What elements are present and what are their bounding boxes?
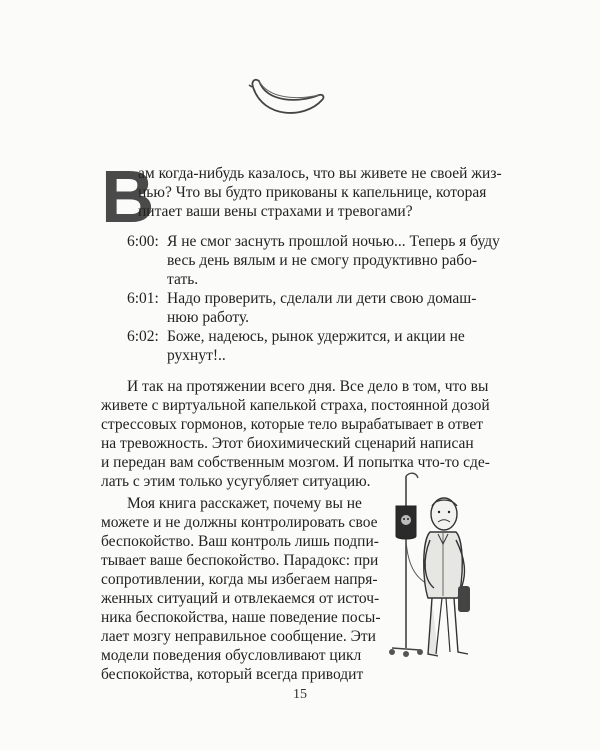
paragraph-line: беспокойство. Ваш контроль лишь подпи- (101, 533, 379, 550)
paragraph-line: беспокойства, который всегда приводит (101, 666, 364, 683)
paragraph-line: сопротивлении, когда мы избегаем напря- (101, 571, 378, 588)
paragraph-line: стрессовых гормонов, которые тело вырабатывает в ответ (101, 416, 484, 433)
timeline-text: Я не смог заснуть прошлой ночью... Теперь я буду (167, 233, 500, 250)
drop-cap: В (101, 155, 155, 238)
paragraph-line: Моя книга расскажет, почему вы не (127, 495, 362, 512)
timeline-text: нюю работу. (167, 309, 250, 326)
intro-line: питает ваши вены страхами и тревогами? (138, 203, 413, 220)
timeline-time: 6:01: (127, 290, 159, 307)
paragraph-line: лать с этим только усугубляет ситуацию. (101, 473, 371, 490)
timeline-text: рухнут!.. (167, 347, 226, 364)
paragraph-line: И так на протяжении всего дня. Все дело в том, что вы (127, 378, 489, 395)
timeline-text: тать. (167, 271, 199, 288)
paragraph-line: живете с виртуальной капелькой страха, постоянной дозой (101, 397, 490, 414)
man-with-iv-drip-illustration (378, 470, 488, 670)
page-number: 15 (293, 687, 307, 702)
timeline-time: 6:00: (127, 233, 159, 250)
timeline-text: Надо проверить, сделали ли дети свою домаш- (167, 290, 477, 307)
timeline-time: 6:02: (127, 328, 159, 345)
paragraph-line: ника беспокойства, наше поведение посы- (101, 609, 381, 626)
timeline-text: весь день вялым и не смогу продуктивно рабо- (167, 252, 478, 269)
timeline-text: Боже, надеюсь, рынок удержится, и акции не (167, 328, 465, 345)
intro-line: нью? Что вы будто прикованы к капельнице, которая (138, 184, 487, 201)
banana-icon (247, 75, 327, 121)
paragraph-line: лает мозгу неправильное сообщение. Эти (101, 628, 376, 645)
paragraph-line: и передан вам собственным мозгом. И попытка что-то сде- (101, 454, 490, 471)
paragraph-line: женных ситуаций и отвлекаемся от источ- (101, 590, 380, 607)
intro-line: ам когда-нибудь казалось, что вы живете не своей жиз- (138, 165, 502, 182)
paragraph-line: на тревожность. Этот биохимический сценарий написан (101, 435, 474, 452)
paragraph-line: модели поведения обусловливают цикл (101, 647, 362, 664)
paragraph-line: тывает ваше беспокойство. Парадокс: при (101, 552, 379, 569)
paragraph-line: можете и не должны контролировать свое (101, 514, 378, 531)
